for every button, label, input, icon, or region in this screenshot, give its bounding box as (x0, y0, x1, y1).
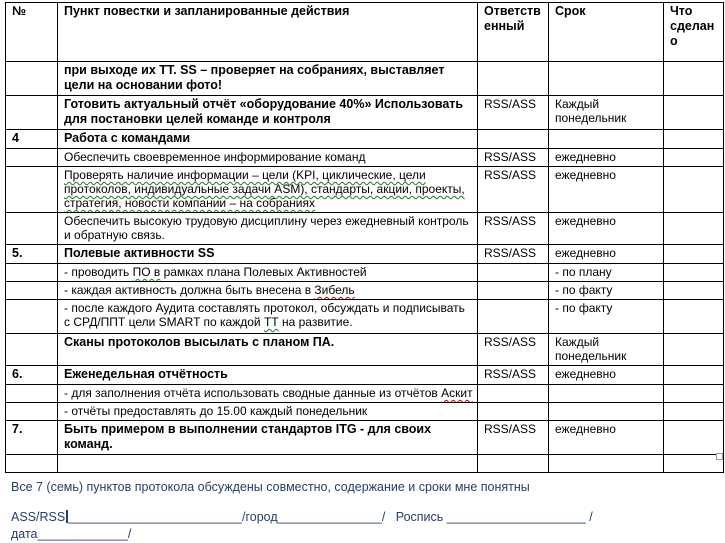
cell-num[interactable] (6, 213, 58, 245)
col-header-responsible[interactable]: Ответственный (478, 3, 549, 62)
cell-term[interactable]: - по факту (549, 300, 664, 334)
cell-responsible[interactable] (478, 282, 549, 300)
cell-text: - каждая активность должна быть внесена в (64, 283, 315, 297)
cell-done[interactable] (664, 385, 724, 403)
spellcheck-marked-text: ТТ (263, 315, 279, 329)
spellcheck-marked-text: Проверять наличие информации – цели (KPI, циклические, цели протоколов, индивидуальные задачи ASM), стандарты, акции, проекты, стратегия, новости компании – на собраниях (64, 168, 465, 210)
col-header-done[interactable]: Что сделано (664, 3, 724, 62)
cell-num[interactable]: 4 (6, 130, 58, 149)
cell-responsible[interactable] (478, 300, 549, 334)
cell-actions[interactable] (58, 130, 478, 149)
cell-num[interactable] (6, 167, 58, 213)
cell-term[interactable]: - по факту (549, 282, 664, 300)
cell-responsible[interactable]: RSS/ASS (478, 167, 549, 213)
cell-responsible[interactable]: RSS/ASS (478, 334, 549, 366)
signature-block (11, 479, 716, 543)
cell-done[interactable] (664, 264, 724, 282)
cell-responsible[interactable]: RSS/ASS (478, 421, 549, 455)
col-header-num[interactable]: № (6, 3, 58, 62)
cell-text: Готовить актуальный отчёт «оборудование 40%» Использовать для постановки целей команде и контроля (64, 97, 464, 126)
table-row (6, 149, 724, 167)
cell-term[interactable]: ежедневно (549, 421, 664, 455)
signature-line[interactable] (11, 509, 716, 526)
date-line[interactable]: дата_____________/ (11, 527, 132, 541)
cell-text: при выходе их ТТ. SS – проверяет на собраниях, выставляет цели на основании фото! (64, 63, 445, 92)
cell-num[interactable]: 7. (6, 421, 58, 455)
cell-done[interactable] (664, 213, 724, 245)
cell-done[interactable] (664, 421, 724, 455)
cell-text: Обеспечить высокую трудовую дисциплину через ежедневный контроль и обратную связь. (64, 214, 469, 242)
cell-num[interactable] (6, 62, 58, 96)
cell-responsible[interactable] (478, 62, 549, 96)
cell-actions[interactable] (58, 366, 478, 385)
spellcheck-marked-text: Аскит (441, 386, 473, 400)
cell-num[interactable] (6, 282, 58, 300)
cell-done[interactable] (664, 96, 724, 130)
cell-actions[interactable] (58, 455, 478, 473)
table-row (6, 167, 724, 213)
cell-text: Полевые активности SS (64, 246, 215, 260)
cell-num[interactable] (6, 96, 58, 130)
table-row (6, 282, 724, 300)
cell-term[interactable]: ежедневно (549, 149, 664, 167)
cell-term[interactable] (549, 62, 664, 96)
cell-actions[interactable] (58, 149, 478, 167)
table-row (6, 421, 724, 455)
col-header-term[interactable]: Срок (549, 3, 664, 62)
cell-text: Обеспечить своевременное информирование команд (64, 150, 366, 164)
cell-term[interactable]: Каждый понедельник (549, 96, 664, 130)
table-row (6, 334, 724, 366)
cell-text: Сканы протоколов высылать с планом ПА. (64, 335, 335, 349)
cell-actions[interactable] (58, 264, 478, 282)
cell-actions[interactable] (58, 62, 478, 96)
cell-actions[interactable] (58, 421, 478, 455)
cell-actions[interactable] (58, 300, 478, 334)
cell-actions[interactable] (58, 245, 478, 264)
cell-term[interactable] (549, 403, 664, 421)
cell-text: рамках плана Полевых Активностей (160, 265, 367, 279)
cell-done[interactable] (664, 403, 724, 421)
signature-prefix: ASS/RSS (11, 510, 66, 524)
cell-responsible[interactable]: RSS/ASS (478, 245, 549, 264)
table-row (6, 96, 724, 130)
cell-term[interactable] (549, 130, 664, 149)
cell-text: на развитие. (278, 315, 353, 329)
cell-text: - отчёты предоставлять до 15.00 каждый понедельник (64, 404, 368, 418)
cell-term[interactable]: - по плану (549, 264, 664, 282)
cell-responsible[interactable] (478, 385, 549, 403)
cell-num[interactable] (6, 385, 58, 403)
cell-text: - после каждого Аудита составлять протокол, обсуждать и подписывать с СРД/ППТ цели SMART по каждой (64, 301, 465, 329)
cell-done[interactable] (664, 366, 724, 385)
cell-num[interactable] (6, 149, 58, 167)
col-header-actions[interactable]: Пункт повестки и запланированные действия (58, 3, 478, 62)
table-row (6, 455, 724, 473)
cell-done[interactable] (664, 149, 724, 167)
cell-actions[interactable] (58, 403, 478, 421)
cell-text: - проводить (64, 265, 133, 279)
spellcheck-marked-text: ПО в (132, 265, 161, 279)
table-row (6, 213, 724, 245)
cell-term[interactable]: ежедневно (549, 167, 664, 213)
table-row (6, 385, 724, 403)
cell-term[interactable]: ежедневно (549, 245, 664, 264)
cell-term[interactable]: ежедневно (549, 213, 664, 245)
cell-done[interactable] (664, 282, 724, 300)
cell-responsible[interactable]: RSS/ASS (478, 366, 549, 385)
cell-responsible[interactable]: RSS/ASS (478, 96, 549, 130)
cell-responsible[interactable]: RSS/ASS (478, 213, 549, 245)
cell-term[interactable]: ежедневно (549, 366, 664, 385)
signature-fields: _________________________/город_______________/ Роспись ____________________ / (68, 510, 593, 524)
cell-num[interactable] (6, 264, 58, 282)
cell-responsible[interactable]: RSS/ASS (478, 149, 549, 167)
cell-actions[interactable] (58, 385, 478, 403)
cell-num[interactable] (6, 334, 58, 366)
table-body (6, 62, 724, 473)
cell-done[interactable] (664, 62, 724, 96)
cell-responsible[interactable] (478, 455, 549, 473)
cell-done[interactable] (664, 300, 724, 334)
table-row (6, 62, 724, 96)
table-row (6, 366, 724, 385)
cell-actions[interactable] (58, 167, 478, 213)
table-row (6, 245, 724, 264)
table-row (6, 264, 724, 282)
cell-text: Еженедельная отчётность (64, 367, 228, 381)
cell-num[interactable]: 6. (6, 366, 58, 385)
cell-text: Быть примером в выполнении стандартов ITG - для своих команд. (64, 422, 432, 451)
cell-done[interactable] (664, 130, 724, 149)
table-row (6, 403, 724, 421)
cell-actions[interactable] (58, 213, 478, 245)
table-row (6, 130, 724, 149)
cell-text: Работа с командами (64, 131, 191, 145)
cell-text: - для заполнения отчёта использовать сводные данные из отчётов (64, 386, 442, 400)
table-resize-handle[interactable] (716, 453, 723, 460)
header-row (6, 3, 724, 62)
cell-done[interactable] (664, 455, 724, 473)
cell-responsible[interactable] (478, 264, 549, 282)
cell-responsible[interactable] (478, 403, 549, 421)
cell-num[interactable]: 5. (6, 245, 58, 264)
cell-term[interactable] (549, 455, 664, 473)
protocol-table (5, 2, 724, 473)
cell-actions[interactable] (58, 334, 478, 366)
agreement-statement[interactable]: Все 7 (семь) пунктов протокола обсуждены совместно, содержание и сроки мне понятны (11, 480, 530, 494)
cell-term[interactable]: Каждый понедельник (549, 334, 664, 366)
cell-done[interactable] (664, 167, 724, 213)
cell-num[interactable] (6, 300, 58, 334)
cell-done[interactable] (664, 334, 724, 366)
table-row (6, 300, 724, 334)
cell-actions[interactable] (58, 282, 478, 300)
cell-actions[interactable] (58, 96, 478, 130)
spellcheck-marked-text: Зибель (314, 283, 355, 297)
cell-num[interactable] (6, 403, 58, 421)
cell-done[interactable] (664, 245, 724, 264)
cell-num[interactable] (6, 455, 58, 473)
cell-term[interactable] (549, 385, 664, 403)
cell-responsible[interactable] (478, 130, 549, 149)
